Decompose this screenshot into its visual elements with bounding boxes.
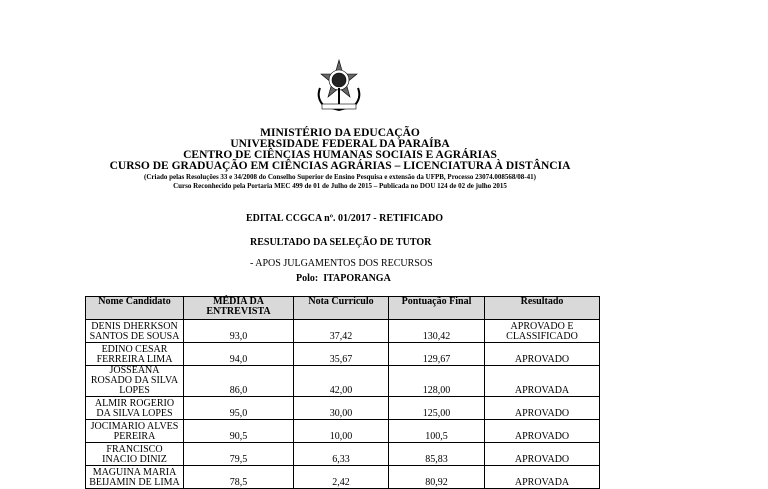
- result-status: APROVADA: [485, 466, 600, 489]
- header-media: MÉDIA DA ENTREVISTA: [184, 297, 294, 320]
- edital-title: EDITAL CCGCA nº. 01/2017 - RETIFICADO: [246, 213, 444, 224]
- interview-score: 78,5: [184, 466, 294, 489]
- university-name: UNIVERSIDADE FEDERAL DA PARAÍBA: [230, 138, 450, 150]
- recognition-note: Curso Reconhecido pela Portaria MEC 499 de 01 de Julho de 2015 – Publicada no DOU 124 de 02 de julho 2015: [173, 182, 507, 190]
- appeals-subtitle: - APOS JULGAMENTOS DOS RECURSOS: [250, 258, 433, 269]
- header-final: Pontuação Final: [389, 297, 485, 320]
- candidate-name: ALMIR ROGERIO DA SILVA LOPES: [86, 397, 184, 420]
- candidate-name: EDINO CESAR FERREIRA LIMA: [86, 343, 184, 366]
- final-score: 125,00: [389, 397, 485, 420]
- ministry-name: MINISTÉRIO DA EDUCAÇÃO: [260, 127, 420, 139]
- table-row: [86, 397, 600, 420]
- result-status: APROVADO: [485, 443, 600, 466]
- candidate-name: FRANCISCO INACIO DINIZ: [86, 443, 184, 466]
- results-table: [85, 296, 600, 489]
- result-status: APROVADO: [485, 343, 600, 366]
- candidate-name: JOCIMARIO ALVES PEREIRA: [86, 420, 184, 443]
- curriculum-score: 35,67: [294, 343, 389, 366]
- polo-label: Polo:: [296, 273, 319, 284]
- curriculum-score: 6,33: [294, 443, 389, 466]
- interview-score: 95,0: [184, 397, 294, 420]
- final-score: 130,42: [389, 320, 485, 343]
- header-resultado: Resultado: [485, 297, 600, 320]
- final-score: 100,5: [389, 420, 485, 443]
- header-name: Nome Candidato: [86, 297, 184, 320]
- candidate-name: JOSSEANA ROSADO DA SILVA LOPES: [86, 366, 184, 397]
- table-header-row: [86, 297, 600, 320]
- result-title: RESULTADO DA SELEÇÃO DE TUTOR: [250, 237, 432, 248]
- result-status: APROVADO E CLASSIFICADO: [485, 320, 600, 343]
- final-score: 85,83: [389, 443, 485, 466]
- final-score: 80,92: [389, 466, 485, 489]
- curriculum-score: 10,00: [294, 420, 389, 443]
- curriculum-score: 30,00: [294, 397, 389, 420]
- candidate-name: DENIS DHERKSON SANTOS DE SOUSA: [86, 320, 184, 343]
- table-row: [86, 443, 600, 466]
- table-row: [86, 343, 600, 366]
- interview-score: 90,5: [184, 420, 294, 443]
- table-row: [86, 320, 600, 343]
- curriculum-score: 42,00: [294, 366, 389, 397]
- course-name: CURSO DE GRADUAÇÃO EM CIÊNCIAS AGRÁRIAS – LICENCIATURA À DISTÂNCIA: [109, 160, 571, 172]
- table-row: [86, 466, 600, 489]
- candidate-name: MAGUINA MARIA BEIJAMIN DE LIMA: [86, 466, 184, 489]
- final-score: 129,67: [389, 343, 485, 366]
- center-name: CENTRO DE CIÊNCIAS HUMANAS SOCIAIS E AGRÁRIAS: [183, 149, 497, 161]
- result-status: APROVADO: [485, 397, 600, 420]
- table-row: [86, 366, 600, 397]
- table-row: [86, 420, 600, 443]
- polo-line: [296, 273, 391, 284]
- final-score: 128,00: [389, 366, 485, 397]
- curriculum-score: 2,42: [294, 466, 389, 489]
- polo-value: ITAPORANGA: [323, 273, 391, 284]
- interview-score: 79,5: [184, 443, 294, 466]
- header-curriculo: Nota Currículo: [294, 297, 389, 320]
- interview-score: 93,0: [184, 320, 294, 343]
- interview-score: 86,0: [184, 366, 294, 397]
- result-status: APROVADA: [485, 366, 600, 397]
- result-status: APROVADO: [485, 420, 600, 443]
- brazil-coat-of-arms-emblem: [314, 58, 364, 114]
- creation-note: (Criado pelas Resoluções 33 e 34/2008 do Conselho Superior de Ensino Pesquisa e extensão da UFPB, Processo 23074.008568/08-41): [144, 173, 536, 181]
- curriculum-score: 37,42: [294, 320, 389, 343]
- interview-score: 94,0: [184, 343, 294, 366]
